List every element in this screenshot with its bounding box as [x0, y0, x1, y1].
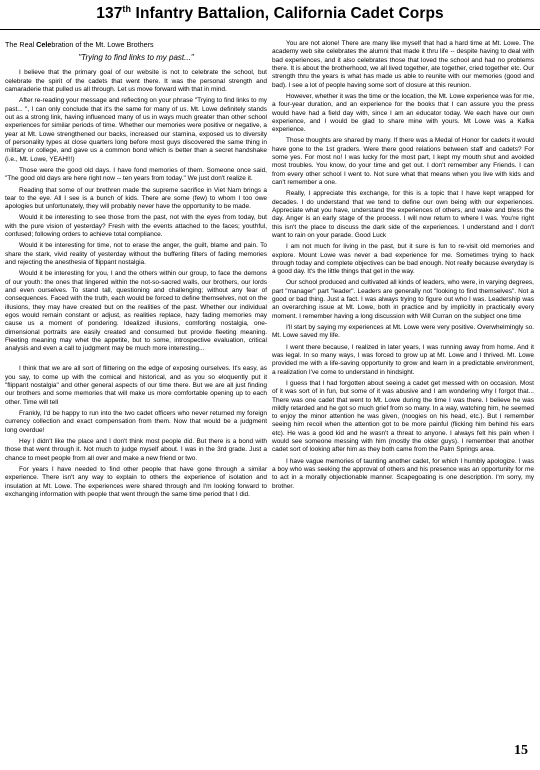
- left-column: [5, 40, 267, 502]
- article-tagline: "Trying to find links to my past...": [78, 53, 194, 63]
- article-subtitle: [5, 40, 267, 49]
- right-paragraph-1: You are not alone! There are many like myself that had a hard time at Mt. Lowe. The academy web site celebrates the alumni that made it thru life -- despite having to deal with bad experiences, and it also celebrates those that loved the school and had no problems there. It is about the brotherhood, we all lived together, ate together, cried together etc. Our strength thru the years is what has made us able to reunite with our memories (good and bad). I see a lot of people having some sort of closure at this reunion.: [272, 40, 534, 89]
- left-paragraph-6: Would it be interesting for time, not to erase the anger, the guilt, blame and pain. To share the stark, vivid reality of yesterday without the buffering filters of fading memories and rejecting the anesthesia of flippant nostalgia.: [5, 242, 267, 267]
- right-paragraph-5: I am not much for living in the past, but it sure is fun to re-visit old memories and explore. Mount Lowe was never a bad experience for me. Sometimes trying to hack through today and complete objectives can be bad enough. Not really because everyday is a good day. It's the little things that get in the way.: [272, 243, 534, 276]
- title-suffix: Infantry Battalion, California Cadet Corps: [131, 5, 444, 23]
- left-paragraph-1: I believe that the primary goal of our website is not to celebrate the school, but celebrate the spirit of the cadets that went there. It was the personal strength and camaraderie that pulled us all through. Let us move forward with that in mind.: [5, 69, 267, 94]
- title-prefix: 137: [96, 5, 123, 23]
- left-paragraph-11: For years I have needed to find other people that have gone through a similar experience. There isn't any way to explain to others the experience of isolation and insulation at Mt. Lowe. The experiences were shared through and I'm looking forward to exchanging information with people that went through the same time period that I did.: [5, 465, 267, 498]
- title-ordinal-suffix: th: [122, 4, 132, 14]
- right-paragraph-2: However, whether it was the time or the location, the Mt. Lowe experience was for me, a four-year duration, and an experience for the books that I can assure you the press would have had a field day with, since I am an educator today. We each have our own experience, and I would be glad to share mine with yours. Mt Lowe was a Kafka experience.: [272, 92, 534, 134]
- left-paragraph-4: Reading that some of our brethren made the supreme sacrifice in Viet Nam brings a tear to the eye. All I see is a bunch of kids. There are some (few) to whom I too owe apologies but unfortunately, they will probably never have the opportunity to be made.: [5, 186, 267, 211]
- subtitle-rest: bration of the Mt. Lowe Brothers: [51, 40, 154, 49]
- left-paragraph-5: Would it be interesting to see those from the past, not with the eyes from today, but with the pure vision of yesterday? Fresh with the events attached to the faces; youthful, confused; following orders to achieve total compliance.: [5, 214, 267, 239]
- subtitle-lead: The Real: [5, 40, 37, 49]
- right-paragraph-3: Those thoughts are shared by many. If there was a Medal of Honor for cadets it would have gone to the 1st graders. Were there good relations between staff and cadets? For some yes. For most no! I was lucky for the most part, I kept my mouth shut and avoided most troubles. You know, do your time and get out. I don't remember any Friends. I can from every other school I went to. Not sure what that means when you live with kids and can't remember a one.: [272, 137, 534, 186]
- header-rule: [0, 29, 540, 30]
- page-title: [0, 4, 540, 23]
- right-paragraph-9: I guess that I had forgotten about seeing a cadet get messed with on occasion. Most of it was sort of in fun, but some of it was abusive and I am wondering why I forgot that... There was one cadet that went to Mt. Lowe during the time I was there. I believe he was mildly retarded and he got so much grief from so many. In a way, watching him, he seemed to enjoy the minor attention he was given, (noogies on his head, etc.). But I remember seeing him recoil when the attention got to be more painful (flicking him behind his ears etc). He was a good kid and he wasn't a threat to anyone. I always felt his pain when I would see someone messing with him (mostly the older guys). I remember that another cadet sort of looking after him as they both came from the Palm Springs area.: [272, 379, 534, 454]
- right-column: [272, 40, 534, 494]
- page-number: 15: [514, 743, 528, 758]
- right-paragraph-8: I went there because, I realized in later years, I was running away from home. And it was legal. In so many ways, I was forced to grow up at Mt. Lowe and I thrived. Mt. Lowe provided me with a life-saving opportunity to grow and learn in a predictable environment, a realization I've come to understand in hindsight.: [272, 343, 534, 376]
- right-paragraph-7: I'll start by saying my experiences at Mt. Lowe were very positive. Overwhelmingly so. Mt. Lowe saved my life.: [272, 324, 534, 340]
- right-paragraph-4: Really, I appreciate this exchange, for this is a topic that I have kept wrapped for decades. I do understand that we tend to define our own being with our experiences. Appreciate what you have, understand the experiences of others, and wake and bless the day. Anger is an early stage of the process. I will now return to where I was. You're right this isn't the place to discuss the dark side of the experiences. I understand and I don't want to rain on your parade. Good Luck: [272, 190, 534, 239]
- section-gap: [5, 356, 267, 365]
- left-paragraph-10: Hey I didn't like the place and I don't think most people did. But there is a bond with those that went through it. Not much to judge myself about. I was in the 3rd grade. Just a chance to meet people from all over and make a new friend or two.: [5, 437, 267, 462]
- left-paragraph-3: Those were the good old days. I have fond memories of them. Someone once said, "The good old days are here right now -- ten years from today." We just don't realize it.: [5, 166, 267, 183]
- left-paragraph-2: After re-reading your message and reflecting on your phrase "Trying to find links to my past... ", I can only conclude that it's the same for many of us. Mt. Lowe definitely stands out as a strong link, having influenced many of us in ways much greater than other school experiences for similar periods of time. Whether our memories were positive or negative, a year at Mt. Lowe strengthened our backs, increased our stamina, exposed us to diversity of personality types at close quarters long before most guys discovered the same thing in military or college, and gave us a common bond which is better than a secret handshake (i.e., Mt. Lowe, YEAH!!!): [5, 97, 267, 163]
- left-paragraph-8: I think that we are all sort of flittering on the edge of exposing ourselves. It's easy, as you say, to come up with the comical and historical, and as you so eloquently put it "flippant nostalgia" and other general aspects of our time there. But we are all just finding our brothers and some memories that will make us more comfortable opening up to each other. Time will tell: [5, 365, 267, 406]
- left-paragraph-9: Frankly, I'd be happy to run into the two cadet officers who never returned my foreign currency collection and exact compensation from them. Now that would be a judgment long overdue!: [5, 410, 267, 434]
- right-paragraph-10: I have vague memories of taunting another cadet, for which I humbly apologize. I was a boy who was seeking the approval of others and his presence was an opportunity for me to act in a morally objectionable manner. Scapegoating is one description. I'm sorry, my brother.: [272, 457, 534, 490]
- right-paragraph-6: Our school produced and cultivated all kinds of leaders, who were, in varying degrees, part "manager" part "leader". Leaders are generally not "looking to find themselves". Not a good or bad thing. Just a fact. I was always trying to figure out who I was. Leadership was an overarching issue at Mt. Lowe, both in practice and by implicitly in practically every moment. I remember having a long discussion with Will Curran on the subject one time: [272, 279, 534, 320]
- left-paragraph-7: Would it be interesting for you, I and the others within our group, to face the demons of our youth: the ones that lingered within the not-so-sacred walls, our brothers, our lords and even ourselves. To stand tall, questioning and challenging; without any fear of consequences. Faced with the truth, each would be forced to define themselves, not on the illusions, they may have created but on the realities of the past. Whether our individual egos would remain constant or adjust, as realities replace, hazy fading memories may cause us a moment of pondering. Idealized illusions, comforting nostalgia, one-dimensional portraits are easily created and consumed but provide fleeting meaning. Fleeting meaning may whet the appetite, but to some, introspective evaluation, critical analysis and even a call to judgment may be much more interesting...: [5, 270, 267, 353]
- subtitle-bold: Cele: [36, 40, 52, 49]
